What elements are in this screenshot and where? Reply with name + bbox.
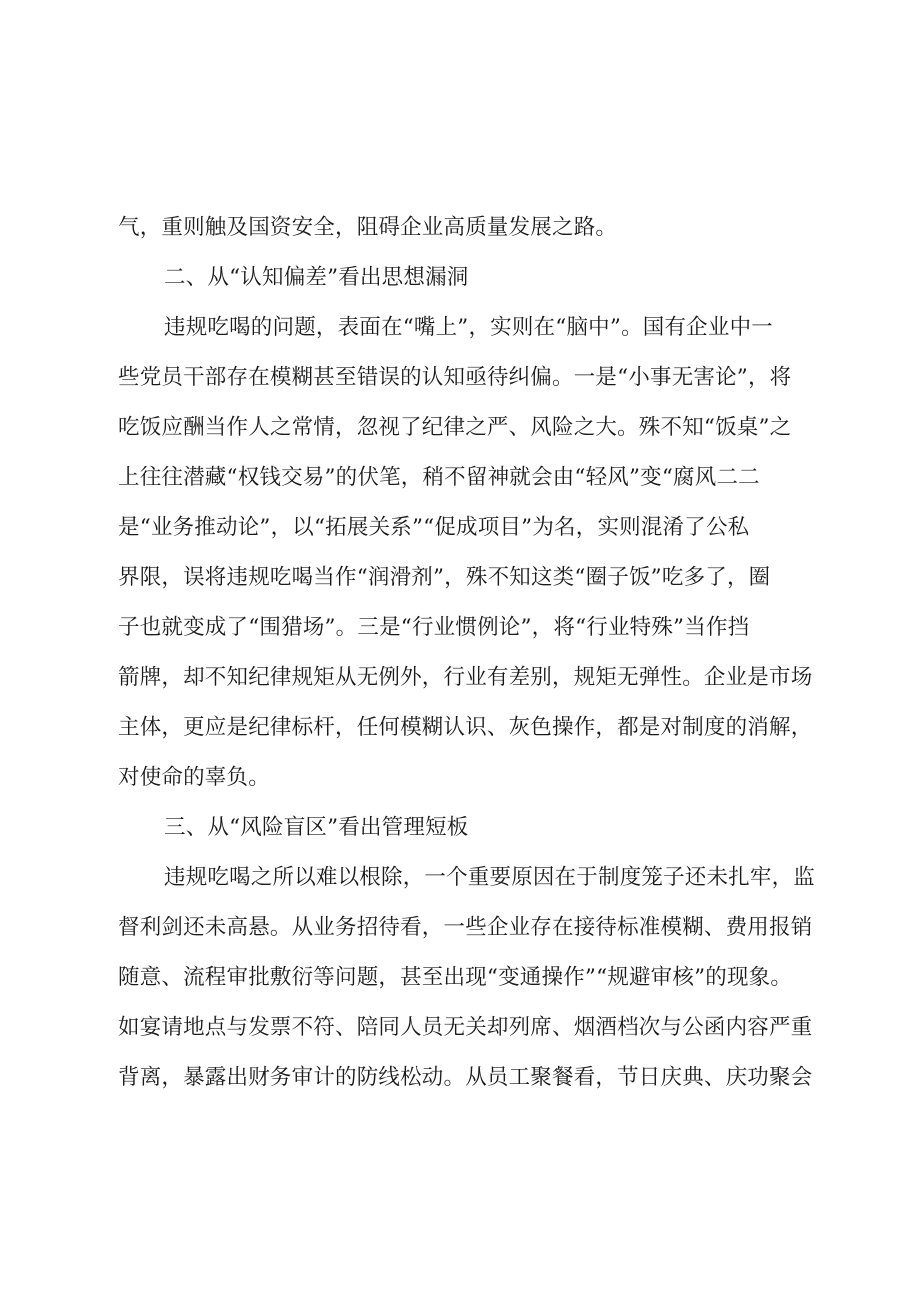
paragraph-line: 对使命的辜负。 [118,765,270,790]
paragraph-line: 是“业务推动论”，以“拓展关系”“促成项目”为名，实则混淆了公私 [118,515,750,540]
paragraph-line: 如宴请地点与发票不符、陪同人员无关却列席、烟酒档次与公函内容严重 [118,1015,813,1040]
paragraph-line: 背离，暴露出财务审计的防线松动。从员工聚餐看，节日庆典、庆功聚会 [118,1065,813,1090]
paragraph-line: 上往往潜藏“权钱交易”的伏笔，稍不留神就会由“轻风”变“腐风二二 [118,465,760,490]
section-heading: 二、从“认知偏差”看出思想漏洞 [164,265,469,290]
paragraph-line: 随意、流程审批敷衍等问题，甚至出现“变通操作”“规避审核”的现象。 [118,965,793,990]
paragraph-line: 督利剑还未高悬。从业务招待看，一些企业存在接待标准模糊、费用报销 [118,915,813,940]
paragraph-line: 箭牌，却不知纪律规矩从无例外，行业有差别，规矩无弹性。企业是市场 [118,665,813,690]
paragraph-line: 吃饭应酬当作人之常情，忽视了纪律之严、风险之大。殊不知“饭桌”之 [118,415,792,440]
paragraph-line: 违规吃喝的问题，表面在“嘴上”，实则在“脑中”。国有企业中一 [164,315,773,340]
paragraph-line: 子也就变成了“围猎场”。三是“行业惯例论”，将“行业特殊”当作挡 [118,615,750,640]
paragraph-line: 界限，误将违规吃喝当作“润滑剂”，殊不知这类“圈子饭”吃多了，圈 [118,565,771,590]
section-heading: 三、从“风险盲区”看出管理短板 [164,815,469,840]
paragraph-line: 主体，更应是纪律标杆，任何模糊认识、灰色操作，都是对制度的消解， [118,715,813,740]
paragraph-line: 些党员干部存在模糊甚至错误的认知亟待纠偏。一是“小事无害论”，将 [118,365,792,390]
paragraph-line: 违规吃喝之所以难以根除，一个重要原因在于制度笼子还未扎牢，监 [164,865,816,890]
paragraph-line: 气，重则触及国资安全，阻碍企业高质量发展之路。 [118,215,618,240]
